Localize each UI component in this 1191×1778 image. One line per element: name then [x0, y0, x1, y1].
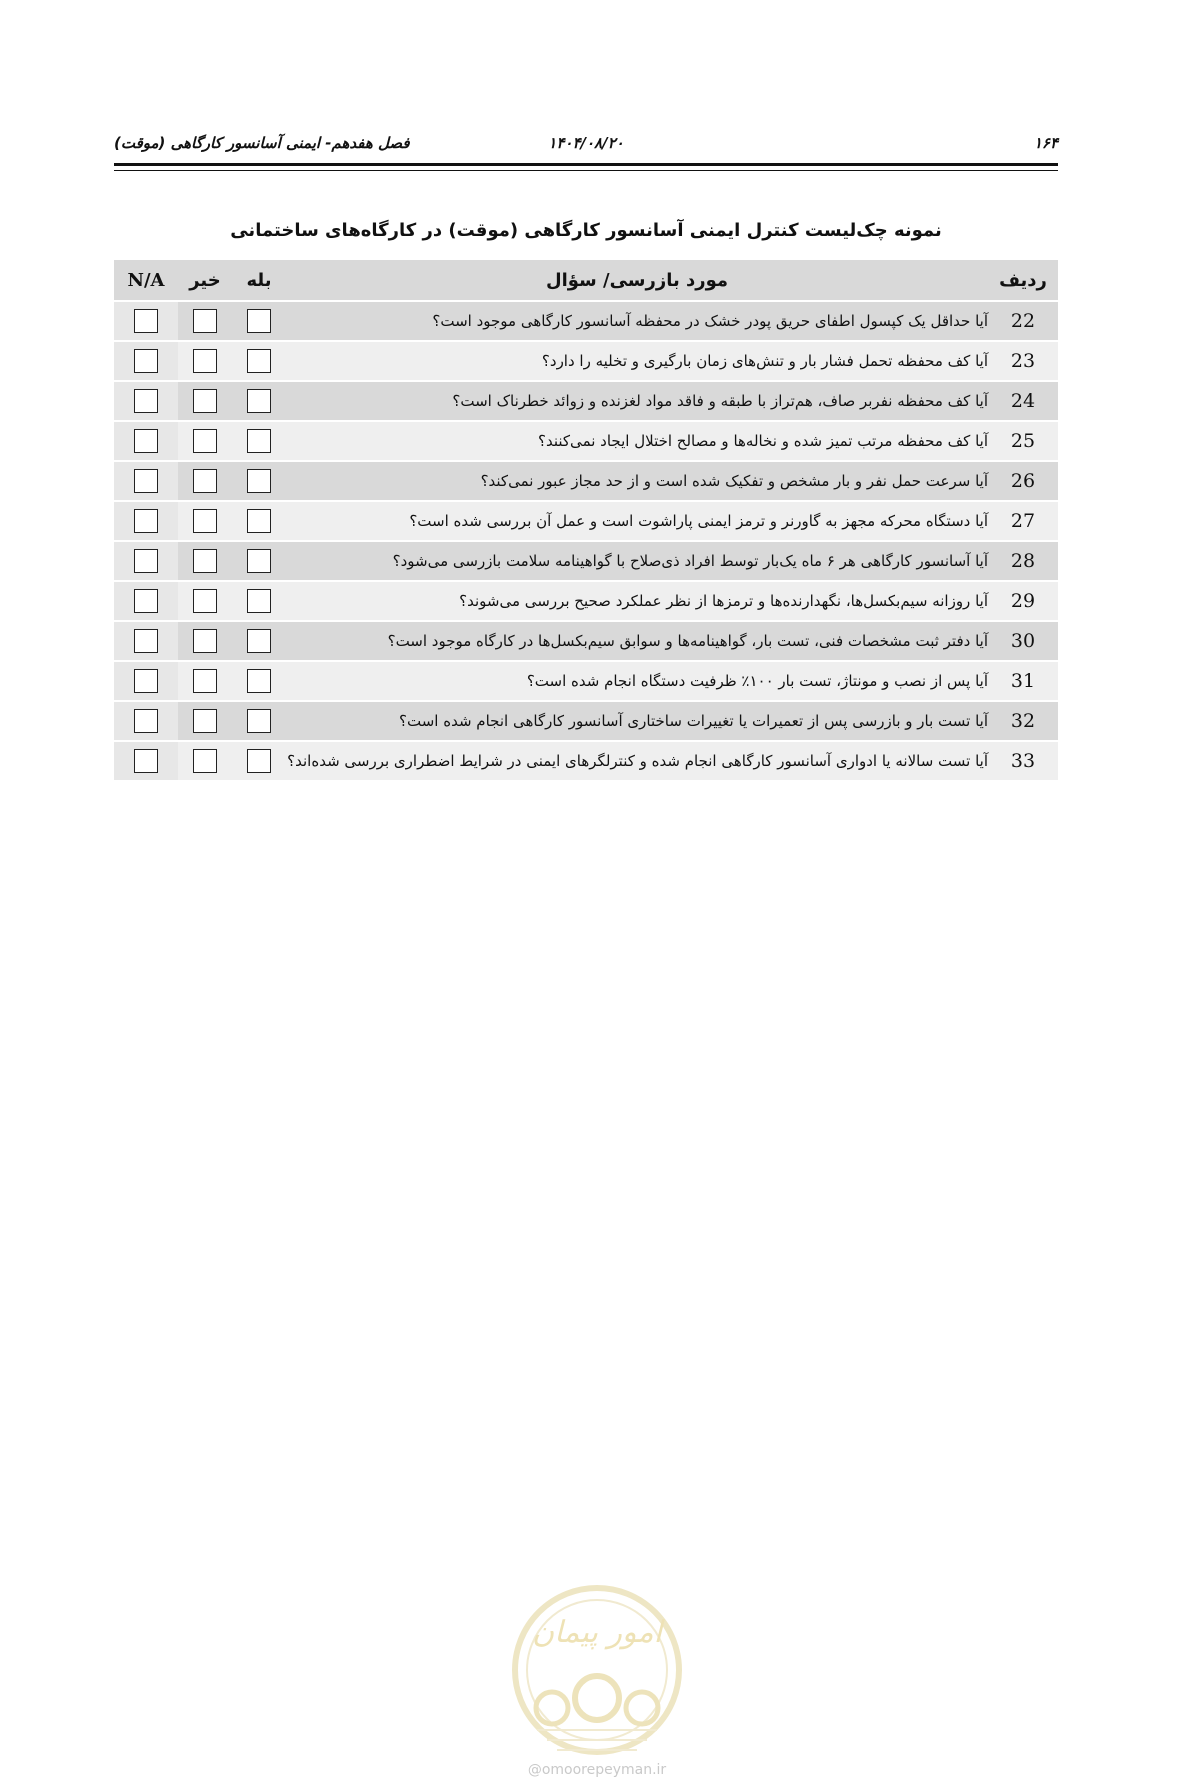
yes-checkbox[interactable] [247, 429, 271, 453]
table-row [114, 382, 1058, 420]
question-text: آیا دفتر ثبت مشخصات فنی، تست بار، گواهینامه‌ها و سوابق سیم‌بکسل‌ها در کارگاه موجود است؟ [286, 622, 988, 660]
row-number: 33 [988, 742, 1058, 780]
cell-na [114, 582, 178, 620]
table-header-row [114, 260, 1058, 300]
no-checkbox[interactable] [193, 749, 217, 773]
no-checkbox[interactable] [193, 549, 217, 573]
cell-yes [232, 582, 286, 620]
header-row-number: ردیف [988, 260, 1058, 300]
table-row [114, 582, 1058, 620]
chapter-title: فصل هفدهم- ایمنی آسانسور کارگاهی (موقت) [114, 134, 410, 152]
na-checkbox[interactable] [134, 349, 158, 373]
row-number: 28 [988, 542, 1058, 580]
header-rule [114, 163, 1058, 171]
cell-no [178, 622, 232, 660]
cell-yes [232, 342, 286, 380]
table-row [114, 622, 1058, 660]
question-text: آیا آسانسور کارگاهی هر ۶ ماه یک‌بار توسط افراد ذی‌صلاح با گواهینامه سلامت بازرسی می‌شود؟ [286, 542, 988, 580]
cell-na [114, 622, 178, 660]
page-header [114, 130, 1058, 160]
cell-no [178, 502, 232, 540]
no-checkbox[interactable] [193, 429, 217, 453]
yes-checkbox[interactable] [247, 669, 271, 693]
table-row [114, 662, 1058, 700]
cell-na [114, 382, 178, 420]
row-number: 24 [988, 382, 1058, 420]
header-date: ۱۴۰۴/۰۸/۲۰ [548, 134, 624, 152]
no-checkbox[interactable] [193, 589, 217, 613]
question-text: آیا تست سالانه یا ادواری آسانسور کارگاهی انجام شده و کنترلگرهای ایمنی در شرایط اضطراری بررسی شده‌اند؟ [286, 742, 988, 780]
na-checkbox[interactable] [134, 629, 158, 653]
cell-yes [232, 302, 286, 340]
yes-checkbox[interactable] [247, 589, 271, 613]
question-text: آیا کف محفظه تحمل فشار بار و تنش‌های زمان بارگیری و تخلیه را دارد؟ [286, 342, 988, 380]
cell-no [178, 422, 232, 460]
cell-yes [232, 502, 286, 540]
cell-no [178, 462, 232, 500]
header-na: N/A [114, 260, 178, 300]
no-checkbox[interactable] [193, 389, 217, 413]
na-checkbox[interactable] [134, 389, 158, 413]
cell-yes [232, 742, 286, 780]
yes-checkbox[interactable] [247, 309, 271, 333]
question-text: آیا پس از نصب و مونتاژ، تست بار ۱۰۰٪ ظرفیت دستگاه انجام شده است؟ [286, 662, 988, 700]
cell-na [114, 662, 178, 700]
cell-na [114, 542, 178, 580]
na-checkbox[interactable] [134, 429, 158, 453]
cell-no [178, 382, 232, 420]
yes-checkbox[interactable] [247, 549, 271, 573]
no-checkbox[interactable] [193, 709, 217, 733]
row-number: 23 [988, 342, 1058, 380]
cell-yes [232, 662, 286, 700]
question-text: آیا تست بار و بازرسی پس از تعمیرات یا تغییرات ساختاری آسانسور کارگاهی انجام شده است؟ [286, 702, 988, 740]
no-checkbox[interactable] [193, 509, 217, 533]
cell-no [178, 542, 232, 580]
table-row [114, 702, 1058, 740]
cell-yes [232, 422, 286, 460]
question-text: آیا کف محفظه نفربر صاف، هم‌تراز با طبقه و فاقد مواد لغزنده و زوائد خطرناک است؟ [286, 382, 988, 420]
cell-yes [232, 622, 286, 660]
question-text: آیا روزانه سیم‌بکسل‌ها، نگهدارنده‌ها و ترمزها از نظر عملکرد صحیح بررسی می‌شوند؟ [286, 582, 988, 620]
question-text: آیا کف محفظه مرتب تمیز شده و نخاله‌ها و مصالح اختلال ایجاد نمی‌کنند؟ [286, 422, 988, 460]
table-row [114, 542, 1058, 580]
question-text: آیا سرعت حمل نفر و بار مشخص و تفکیک شده است و از حد مجاز عبور نمی‌کند؟ [286, 462, 988, 500]
cell-no [178, 582, 232, 620]
table-row [114, 742, 1058, 780]
cell-yes [232, 462, 286, 500]
cell-na [114, 502, 178, 540]
cell-na [114, 702, 178, 740]
yes-checkbox[interactable] [247, 709, 271, 733]
row-number: 31 [988, 662, 1058, 700]
yes-checkbox[interactable] [247, 749, 271, 773]
row-number: 30 [988, 622, 1058, 660]
na-checkbox[interactable] [134, 509, 158, 533]
cell-yes [232, 382, 286, 420]
header-yes: بله [232, 260, 286, 300]
table-row [114, 462, 1058, 500]
row-number: 26 [988, 462, 1058, 500]
cell-no [178, 342, 232, 380]
na-checkbox[interactable] [134, 709, 158, 733]
yes-checkbox[interactable] [247, 469, 271, 493]
cell-no [178, 302, 232, 340]
table-row [114, 502, 1058, 540]
na-checkbox[interactable] [134, 669, 158, 693]
yes-checkbox[interactable] [247, 349, 271, 373]
row-number: 22 [988, 302, 1058, 340]
cell-na [114, 462, 178, 500]
no-checkbox[interactable] [193, 629, 217, 653]
table-row [114, 302, 1058, 340]
header-question: مورد بازرسی/ سؤال [286, 260, 988, 300]
page-number: ۱۶۴ [1033, 134, 1058, 152]
na-checkbox[interactable] [134, 469, 158, 493]
cell-no [178, 702, 232, 740]
yes-checkbox[interactable] [247, 629, 271, 653]
na-checkbox[interactable] [134, 549, 158, 573]
cell-na [114, 422, 178, 460]
header-no: خیر [178, 260, 232, 300]
cell-na [114, 742, 178, 780]
cell-no [178, 742, 232, 780]
no-checkbox[interactable] [193, 669, 217, 693]
question-text: آیا دستگاه محرکه مجهز به گاورنر و ترمز ایمنی پاراشوت است و عمل آن بررسی شده است؟ [286, 502, 988, 540]
table-row [114, 422, 1058, 460]
no-checkbox[interactable] [193, 469, 217, 493]
row-number: 32 [988, 702, 1058, 740]
row-number: 25 [988, 422, 1058, 460]
checklist-table [114, 258, 1058, 782]
row-number: 27 [988, 502, 1058, 540]
table-row [114, 342, 1058, 380]
cell-na [114, 302, 178, 340]
yes-checkbox[interactable] [247, 389, 271, 413]
table-body [114, 302, 1058, 780]
na-checkbox[interactable] [134, 589, 158, 613]
na-checkbox[interactable] [134, 309, 158, 333]
na-checkbox[interactable] [134, 749, 158, 773]
watermark-logo-text: امور پیمان [532, 1615, 662, 1650]
watermark-logo [497, 1580, 697, 1760]
cell-yes [232, 542, 286, 580]
document-title: نمونه چک‌لیست کنترل ایمنی آسانسور کارگاهی (موقت) در کارگاه‌های ساختمانی [230, 220, 942, 241]
question-text: آیا حداقل یک کپسول اطفای حریق پودر خشک در محفظه آسانسور کارگاهی موجود است؟ [286, 302, 988, 340]
watermark-text: @omoorepeyman.ir [527, 1762, 667, 1778]
cell-yes [232, 702, 286, 740]
no-checkbox[interactable] [193, 349, 217, 373]
no-checkbox[interactable] [193, 309, 217, 333]
cell-na [114, 342, 178, 380]
row-number: 29 [988, 582, 1058, 620]
yes-checkbox[interactable] [247, 509, 271, 533]
cell-no [178, 662, 232, 700]
